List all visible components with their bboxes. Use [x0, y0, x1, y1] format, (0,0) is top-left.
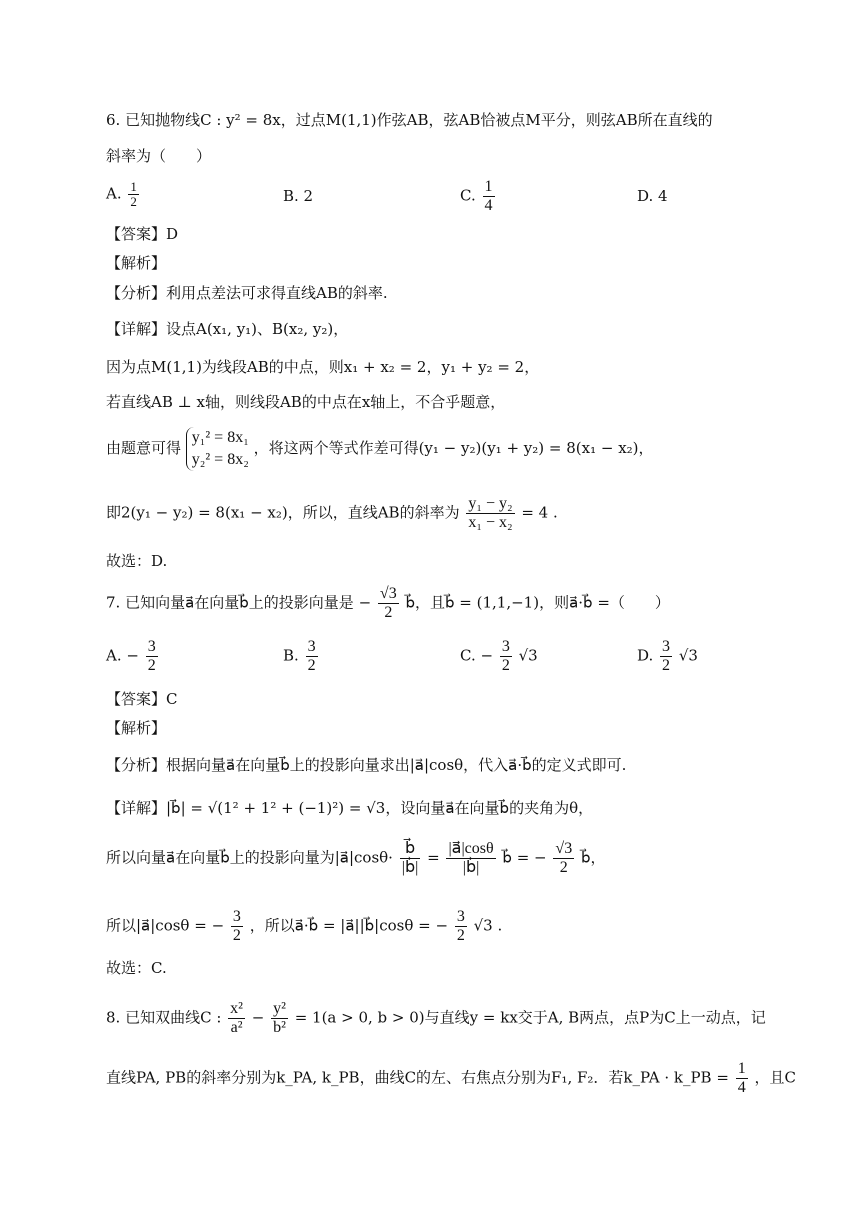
- q7-detail-2-frac3-denominator: 2: [559, 859, 568, 876]
- q7-detail-2-frac2-denominator: |b⃗|: [462, 859, 480, 876]
- q7-detail-2-post: b⃗，: [580, 848, 606, 867]
- q7-detail-2-equals: =: [427, 848, 440, 867]
- q6-detail-2: 因为点M(1,1)为线段AB的中点，则x₁ + x₂ = 2，y₁ + y₂ = 2，: [106, 358, 540, 376]
- q6-detail-3: 若直线AB ⊥ x轴，则线段AB的中点在x轴上，不合乎题意，: [106, 393, 506, 411]
- q6-detail-4: [106, 427, 654, 471]
- q6-slope-numerator: y₁ − y₂: [468, 495, 513, 512]
- q7-option-d-numerator: 3: [662, 638, 671, 655]
- q7-option-d-denominator: 2: [662, 657, 671, 674]
- q8-stem-line2: [106, 1060, 796, 1097]
- q7-detail-2-frac2-numerator: |a⃗|cosθ: [448, 840, 494, 857]
- q6-detail-5: [106, 495, 558, 532]
- q7-option-c-numerator: 3: [501, 638, 510, 655]
- q8-frac1-numerator: x²: [230, 1000, 243, 1017]
- q7-option-a-numerator: 3: [147, 638, 156, 655]
- q8-stem-line2-pre: 直线PA, PB的斜率分别为k_PA, k_PB，曲线C的左、右焦点分别为F₁, F₂．若k_PA · k_PB =: [106, 1068, 729, 1087]
- q6-detail-5-post: = 4 .: [521, 503, 558, 522]
- q6-equation-2: y₂² = 8x₂: [191, 451, 249, 468]
- q7-option-c-label: C. −: [460, 646, 494, 665]
- q6-detail-1: 【详解】设点A(x₁, y₁)、B(x₂, y₂)，: [106, 320, 349, 338]
- q6-stem-line1: 6. 已知抛物线C : y² = 8x，过点M(1,1)作弦AB，弦AB恰被点M平分，则弦AB所在直线的: [106, 111, 713, 129]
- q7-detail-3-frac1-denominator: 2: [232, 927, 241, 944]
- q6-choose: 故选：D.: [106, 552, 168, 570]
- q7-detail-1: 【详解】|b⃗| = √(1² + 1² + (−1)²) = √3，设向量a⃗在向量b⃗的夹角为θ，: [106, 799, 594, 817]
- q7-stem: [106, 585, 670, 622]
- q7-option-c: [460, 638, 538, 675]
- q6-option-c-label: C.: [460, 186, 476, 205]
- q8-frac2-denominator: b²: [273, 1019, 286, 1036]
- q6-option-a: [106, 180, 141, 209]
- q6-detail-4-pre: 由题意可得: [106, 439, 182, 457]
- q7-answer: 【答案】C: [106, 690, 178, 708]
- q8-minus: −: [251, 1008, 265, 1027]
- q7-stem-numerator: √3: [379, 585, 397, 602]
- q7-option-a-denominator: 2: [147, 657, 156, 674]
- q6-option-c-denominator: 4: [484, 197, 493, 214]
- q6-option-d: D. 4: [637, 187, 668, 205]
- q6-answer: 【答案】D: [106, 225, 179, 243]
- q7-detail-2-frac1-denominator: |b⃗|: [401, 859, 419, 876]
- q6-detail-4-post: ，将这两个等式作差可得(y₁ − y₂)(y₁ + y₂) = 8(x₁ − x₂)，: [253, 439, 654, 457]
- q7-option-d-tail: √3: [678, 646, 698, 665]
- q7-option-d-label: D.: [637, 646, 654, 665]
- q7-option-b: [283, 638, 320, 675]
- q8-stem-line1: [106, 1000, 766, 1037]
- q7-option-b-label: B.: [283, 646, 299, 665]
- q7-analysis-title: 【解析】: [106, 719, 167, 737]
- q7-detail-2-pre: 所以向量a⃗在向量b⃗上的投影向量为|a⃗|cosθ·: [106, 848, 393, 867]
- q6-fenxi: 【分析】利用点差法可求得直线AB的斜率.: [106, 284, 388, 302]
- q7-option-b-numerator: 3: [307, 638, 316, 655]
- q6-option-a-label: A.: [106, 184, 122, 203]
- q7-stem-denominator: 2: [384, 604, 393, 621]
- q7-option-d: [637, 638, 698, 675]
- q7-detail-2-mid: b⃗ = −: [502, 848, 547, 867]
- q7-choose: 故选：C.: [106, 959, 167, 977]
- q7-detail-3-frac1-numerator: 3: [232, 908, 241, 925]
- q6-stem-line2: 斜率为（ ）: [106, 147, 212, 165]
- q6-option-c-numerator: 1: [484, 178, 493, 195]
- q7-fenxi: 【分析】根据向量a⃗在向量b⃗上的投影向量求出|a⃗|cosθ，代入a⃗·b⃗的定义式即可.: [106, 756, 627, 774]
- q7-detail-3-post: √3 .: [473, 916, 503, 935]
- q7-detail-3: [106, 908, 502, 945]
- q6-option-a-denominator: 2: [130, 194, 137, 209]
- q7-stem-pre: 7. 已知向量a⃗在向量b⃗上的投影向量是 −: [106, 593, 372, 612]
- q8-stem-line2-denominator: 4: [737, 1079, 746, 1096]
- q8-frac1-denominator: a²: [230, 1019, 243, 1036]
- q7-detail-2: [106, 840, 606, 877]
- q8-stem-line2-numerator: 1: [737, 1060, 746, 1077]
- q8-frac2-numerator: y²: [273, 1000, 286, 1017]
- q6-analysis-title: 【解析】: [106, 254, 167, 272]
- q7-detail-3-frac2-denominator: 2: [456, 927, 465, 944]
- q8-stem-line2-post: ，且C: [754, 1068, 796, 1087]
- q6-option-a-numerator: 1: [130, 179, 137, 194]
- q7-option-a-label: A. −: [106, 646, 139, 665]
- q6-detail-5-pre: 即2(y₁ − y₂) = 8(x₁ − x₂)，所以，直线AB的斜率为: [106, 503, 460, 522]
- q8-stem-line1-post: = 1(a > 0, b > 0)与直线y = kx交于A, B两点，点P为C上一动点，记: [294, 1008, 766, 1027]
- q7-detail-3-pre: 所以|a⃗|cosθ = −: [106, 916, 225, 935]
- q6-option-c: [460, 178, 497, 215]
- q7-option-c-tail: √3: [518, 646, 538, 665]
- q7-stem-post: b⃗，且b⃗ = (1,1,−1)，则a⃗·b⃗ =（ ）: [405, 593, 670, 612]
- q7-option-c-denominator: 2: [501, 657, 510, 674]
- q7-detail-2-frac3-numerator: √3: [555, 840, 573, 857]
- q6-option-b: B. 2: [283, 187, 314, 205]
- q7-option-a: [106, 638, 160, 675]
- q6-equation-system: [186, 427, 249, 471]
- q7-detail-3-mid: ，所以a⃗·b⃗ = |a⃗||b⃗|cosθ = −: [249, 916, 449, 935]
- q7-detail-3-frac2-numerator: 3: [456, 908, 465, 925]
- q6-slope-denominator: x₁ − x₂: [468, 514, 513, 531]
- q7-option-b-denominator: 2: [307, 657, 316, 674]
- q6-equation-1: y₁² = 8x₁: [191, 429, 249, 446]
- q7-detail-2-frac1-numerator: b⃗: [400, 840, 421, 859]
- q8-stem-line1-pre: 8. 已知双曲线C :: [106, 1008, 222, 1027]
